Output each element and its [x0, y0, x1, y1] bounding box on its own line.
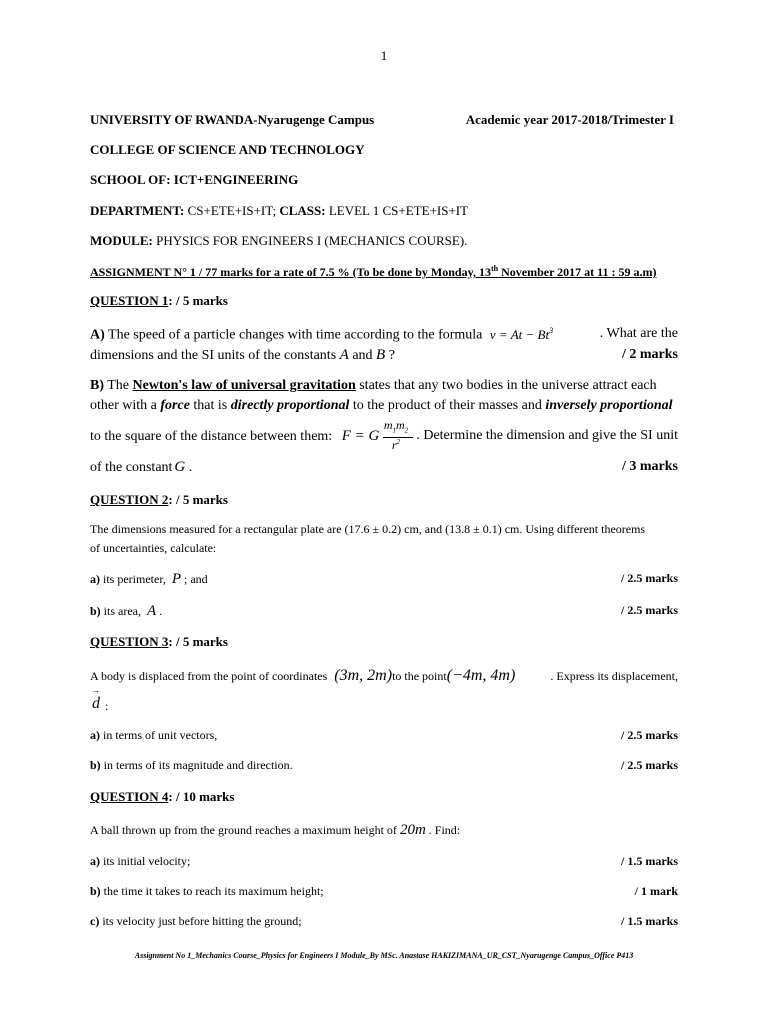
q3-b-line: [90, 758, 678, 773]
assignment-sup: th: [490, 264, 499, 273]
assignment-text-2: November 2017 at 11 : 59 a.m): [498, 265, 657, 279]
q1-a-text2: . What are the: [599, 326, 678, 341]
q4-c-marks: / 1.5 marks: [621, 914, 678, 928]
q3-heading: [90, 634, 678, 650]
q1-title: QUESTION 1: [90, 293, 169, 308]
q3-a-label: a): [90, 728, 100, 742]
page-number: 1: [380, 48, 388, 63]
q1-a-var-a: A: [339, 347, 349, 363]
q4-a-text: its initial velocity;: [103, 854, 191, 868]
q4-b-text: the time it takes to reach its maximum height;: [103, 884, 324, 898]
header-row: [90, 112, 678, 128]
q1-b-text5: of the constant: [90, 460, 173, 475]
q3-d-vector: [90, 685, 102, 712]
q1-b-text4: . Determine the dimension and give the SI unit: [416, 428, 678, 443]
q3-title: QUESTION 3: [90, 634, 169, 649]
q4-text2: . Find:: [428, 823, 461, 837]
q1-a-q: ?: [388, 348, 395, 363]
q1-b-direct: directly proportional: [230, 398, 350, 413]
q2-a-tail: ; and: [184, 572, 208, 586]
class-value: LEVEL 1 CS+ETE+IS+IT: [328, 203, 469, 218]
q2-b-tail: .: [159, 604, 163, 618]
q1-a-text1: The speed of a particle changes with time according to the formula: [108, 327, 483, 343]
q4-b-label: b): [90, 884, 101, 898]
q3-point-2: (−4m, 4m): [446, 667, 516, 684]
q1-a-line1: [90, 326, 678, 344]
q1-b-line1: [90, 378, 678, 394]
q1-b-text2c: to the product of their masses and: [352, 398, 542, 413]
q1-b-inverse: inversely proportional: [545, 398, 673, 413]
q1-marks: : / 5 marks: [168, 293, 228, 308]
q2-a-marks: / 2.5 marks: [621, 571, 678, 585]
q4-title: QUESTION 4: [90, 789, 169, 804]
q2-marks: : / 5 marks: [168, 492, 228, 507]
q1-b-text3: to the square of the distance between them:: [90, 429, 333, 444]
q2-text-line2: of uncertainties, calculate:: [90, 541, 217, 555]
q1-b-text1: states that any two bodies in the universe attract each: [359, 378, 657, 393]
module-value: PHYSICS FOR ENGINEERS I (MECHANICS COURSE).: [156, 233, 468, 248]
q3-d-line: [90, 685, 678, 714]
q1-b-var-g: G: [174, 459, 186, 475]
q1-b-dot: .: [188, 460, 193, 475]
module-line: [90, 233, 678, 249]
q3-b-label: b): [90, 758, 101, 772]
q3-a-text: in terms of unit vectors,: [103, 728, 218, 742]
q1-b-line3: [90, 418, 678, 452]
q4-heading: [90, 789, 678, 805]
q3-d-arrow: →: [91, 685, 100, 695]
q1-a-line2: [90, 347, 678, 364]
q3-text1: A body is displaced from the point of coordinates: [90, 669, 328, 683]
q4-a-marks: / 1.5 marks: [621, 854, 678, 868]
q1-a-label: A): [90, 327, 105, 343]
q1-b-force: force: [160, 398, 190, 413]
q4-b-marks: / 1 mark: [634, 884, 678, 898]
q4-marks: : / 10 marks: [168, 789, 235, 804]
q4-c-line: [90, 914, 678, 929]
q3-to: to the point: [392, 669, 447, 683]
department-label: DEPARTMENT:: [90, 203, 185, 218]
q1-heading: [90, 293, 678, 309]
module-label: MODULE:: [90, 233, 153, 248]
q3-marks: : / 5 marks: [168, 634, 228, 649]
q2-a-text: its perimeter,: [103, 572, 166, 586]
q3-d-colon: :: [105, 699, 109, 713]
q1-a-var-b: B: [376, 347, 386, 363]
q4-a-label: a): [90, 854, 100, 868]
q1-b-text2b: that is: [193, 398, 228, 413]
q4-a-line: [90, 854, 678, 869]
q2-heading: [90, 492, 678, 508]
q1-b-the: The: [107, 378, 130, 393]
university-name: UNIVERSITY OF RWANDA-Nyarugenge Campus: [90, 112, 375, 127]
q3-d-var: d: [92, 695, 100, 712]
q1-b-formula-f: F = G: [341, 428, 380, 444]
q1-b-numerator: $m_1m_2$: [383, 418, 409, 435]
q4-c-text: its velocity just before hitting the ground;: [102, 914, 302, 928]
q2-b-marks: / 2.5 marks: [621, 603, 678, 617]
q4-height: 20m: [399, 822, 426, 838]
q1-b-marks: / 3 marks: [622, 459, 678, 474]
department-line: [90, 203, 678, 219]
assignment-line: [90, 264, 678, 280]
q3-b-marks: / 2.5 marks: [621, 758, 678, 772]
q1-b-law: Newton's law of universal gravitation: [132, 378, 356, 393]
q1-b-line2: [90, 398, 678, 414]
college-name: COLLEGE OF SCIENCE AND TECHNOLOGY: [90, 142, 365, 157]
q1-a-formula: v = At − Bt: [489, 326, 550, 342]
q2-b-line: [90, 603, 678, 620]
q4-b-line: [90, 884, 678, 899]
q3-text2: . Express its displacement,: [550, 669, 678, 683]
q1-a-text3: dimensions and the SI units of the constants: [90, 348, 337, 363]
q4-text-line: [90, 822, 678, 839]
q3-point-1: (3m, 2m): [334, 667, 393, 684]
q1-b-line4: [90, 459, 678, 476]
q2-title: QUESTION 2: [90, 492, 169, 507]
q2-b-label: b): [90, 604, 101, 618]
q2-a-line: [90, 571, 678, 588]
q1-a-and: and: [352, 348, 373, 363]
department-value: CS+ETE+IS+IT;: [187, 203, 277, 218]
q2-a-label: a): [90, 572, 100, 586]
q1-b-fraction: [383, 418, 415, 452]
q4-c-label: c): [90, 914, 100, 928]
q1-a-formula-exp: 3: [549, 326, 554, 335]
q2-text-line1: The dimensions measured for a rectangular plate are (17.6 ± 0.2) cm, and (13.8 ± 0.1) cm. Using different theorems: [90, 522, 646, 536]
q1-b-text2a: other with a: [90, 398, 157, 413]
academic-year: Academic year 2017-2018/Trimester I: [465, 112, 674, 127]
q3-a-line: [90, 728, 678, 743]
q3-b-text: in terms of its magnitude and direction.: [103, 758, 293, 772]
q1-b-label: B): [90, 378, 104, 393]
q3-a-marks: / 2.5 marks: [621, 728, 678, 742]
school-name: SCHOOL OF: ICT+ENGINEERING: [90, 172, 299, 187]
q3-text-line1: [90, 667, 678, 685]
q4-text1: A ball thrown up from the ground reaches a maximum height of: [90, 823, 397, 837]
q1-b-denominator: $r^2$: [391, 438, 400, 452]
q2-b-var: A: [146, 603, 157, 619]
assignment-text-1: ASSIGNMENT N° 1 / 77 marks for a rate of 7.5 % (To be done by Monday, 13: [90, 265, 491, 279]
q2-a-var: P: [171, 571, 182, 587]
q1-a-marks: / 2 marks: [622, 347, 678, 362]
class-label: CLASS:: [279, 203, 326, 218]
q2-b-text: its area,: [103, 604, 141, 618]
page-footer: Assignment No 1_Mechanics Course_Physics for Engineers I Module_By MSc. Anastase HAKIZIMANA_UR_CST_Nyarugenge Campus_Office P413: [134, 951, 634, 960]
